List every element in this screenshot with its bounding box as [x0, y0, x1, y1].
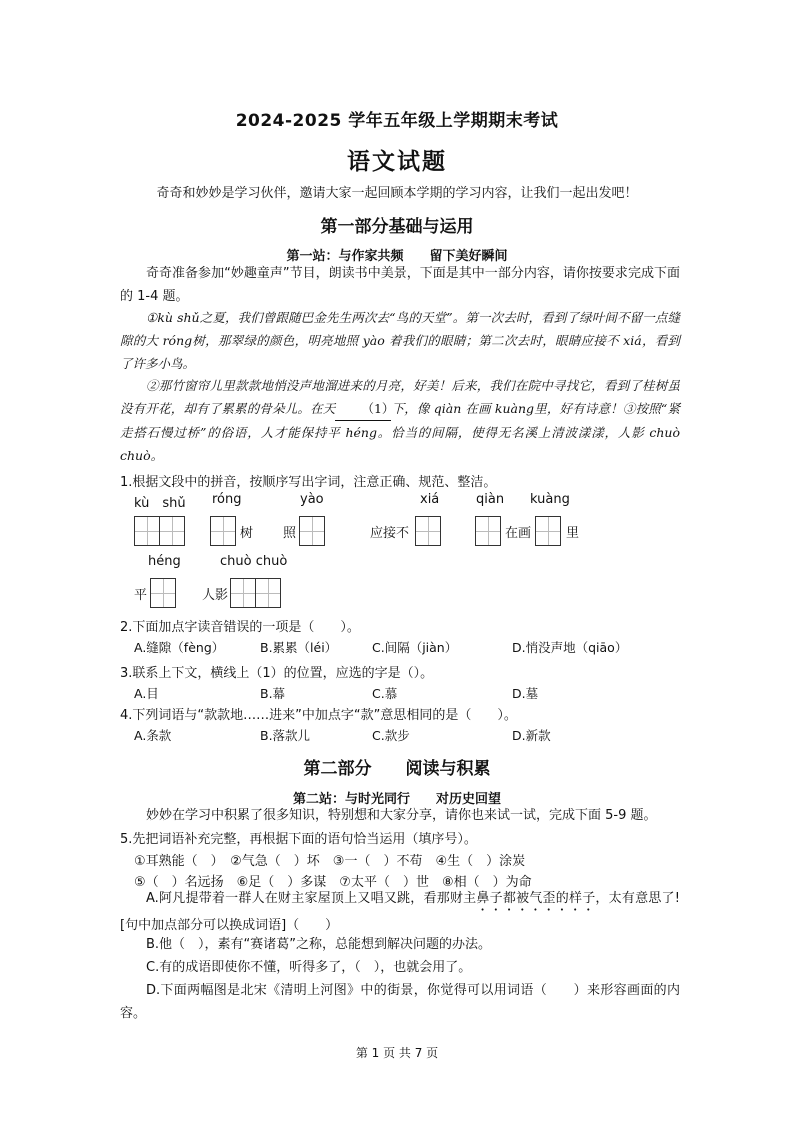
answer-box-xia[interactable]	[415, 516, 441, 546]
label-zaihua: 在画	[505, 526, 532, 541]
answer-box-kushu[interactable]	[134, 516, 185, 546]
q4-option-c[interactable]: C.款步	[372, 728, 410, 743]
answer-box-qian[interactable]	[475, 516, 501, 546]
label-li: 里	[566, 526, 580, 541]
q3-option-a[interactable]: A.目	[134, 686, 159, 701]
subject-title: 语文试题	[347, 148, 447, 175]
station1-title: 第一站：与作家共频 留下美好瞬间	[286, 249, 508, 264]
pinyin-xia: xiá	[420, 492, 440, 507]
pinyin-heng: héng	[148, 554, 181, 569]
page-footer: 第 1 页 共 7 页	[355, 1046, 439, 1060]
answer-box-heng[interactable]	[150, 578, 176, 608]
answer-box-kuang[interactable]	[535, 516, 561, 546]
idioms-row-2: ⑤（ ）名远扬 ⑥足（ ）多谋 ⑦太平（ ）世 ⑧相（ ）为命	[134, 875, 532, 890]
question-5: 5.先把词语补充完整，再根据下面的语句恰当运用（填序号）。	[120, 832, 477, 847]
q2-option-b[interactable]: B.累累（léi）	[260, 640, 338, 655]
intro-text: 奇奇和妙妙是学习伙伴，邀请大家一起回顾本学期的学习内容，让我们一起出发吧！	[156, 186, 638, 201]
pinyin-kushu: kù shǔ	[134, 496, 186, 511]
passage-1: ①kù shǔ之夏，我们曾跟随巴金先生两次去“鸟的天堂”。第一次去时，看到了绿叶间不留一点缝隙的大 róng树，那翠绿的颜色，明亮地照 yào 着我们的眼睛；第二次去时，眼睛应接不 xiá，看到了许多小鸟。	[120, 310, 680, 371]
q3-option-d[interactable]: D.墓	[512, 686, 539, 701]
label-yingjiebu: 应接不	[370, 526, 410, 541]
blank-1: （1）	[335, 397, 391, 421]
exam-title: 2024-2025 学年五年级上学期期末考试	[235, 111, 559, 131]
question-5c: C.有的成语即使你不懂，听得多了，（ ），也就会用了。	[146, 960, 472, 975]
q2-option-d[interactable]: D.悄没声地（qiāo）	[512, 640, 628, 655]
label-ping: 平	[134, 588, 148, 603]
label-renying: 人影	[202, 588, 229, 603]
pinyin-yao: yào	[300, 492, 324, 507]
label-zhao: 照	[283, 526, 297, 541]
q2-option-c[interactable]: C.间隔（jiàn）	[372, 640, 458, 655]
answer-box-yao[interactable]	[299, 516, 325, 546]
station2-title: 第二站：与时光同行 对历史回望	[292, 792, 501, 807]
part1-title: 第一部分基础与运用	[320, 217, 474, 237]
passage-2: ②那竹窗帘儿里款款地悄没声地溜进来的月亮，好美！后来，我们在院中寻找它，看到了桂树虽没有开花，却有了累累的骨朵儿。在天 （1）下，像 qiàn 在画 kuàng里，好有诗意！③按照“紧走搭石慢过桥”的俗语，人才能保持平 héng。恰当的间隔，使得无名溪上清波漾漾，人影 chuò chuò。	[120, 378, 680, 463]
q4-option-a[interactable]: A.条款	[134, 728, 172, 743]
question-4: 4.下列词语与“款款地……进来”中加点字“款”意思相同的是（ ）。	[120, 708, 517, 723]
q3-option-b[interactable]: B.幕	[260, 686, 286, 701]
q2-option-a[interactable]: A.缝隙（fèng）	[134, 640, 225, 655]
answer-box-rong[interactable]	[210, 516, 236, 546]
pinyin-kuang: kuàng	[530, 492, 570, 507]
label-shu: 树	[240, 526, 254, 541]
q4-option-b[interactable]: B.落款儿	[260, 728, 311, 743]
question-2: 2.下面加点字读音错误的一项是（ ）。	[120, 620, 360, 635]
idioms-row-1: ①耳熟能（ ） ②气急（ ）坏 ③一（ ）不苟 ④生（ ）涂炭	[134, 854, 526, 869]
answer-box-chuochuo[interactable]	[230, 578, 281, 608]
pinyin-rong: róng	[212, 492, 242, 507]
part1-lead: 奇奇准备参加“妙趣童声”节目，朗读书中美景，下面是其中一部分内容，请你按要求完成下面的 1-4 题。	[120, 266, 680, 304]
q4-option-d[interactable]: D.新款	[512, 728, 551, 743]
question-5d: D.下面两幅图是北宋《清明上河图》中的街景，你觉得可以用词语（ ）来形容画面的内容。	[120, 983, 680, 1021]
q3-option-c[interactable]: C.慕	[372, 686, 398, 701]
part2-lead: 妙妙在学习中积累了很多知识，特别想和大家分享，请你也来试一试，完成下面 5-9 题。	[146, 808, 657, 823]
question-3: 3.联系上下文，横线上（1）的位置，应选的字是（）。	[120, 666, 434, 681]
dotted-phrase: 鼻子都被气歪的样子	[476, 891, 596, 906]
question-5a: A.阿凡提带着一群人在财主家屋顶上又唱又跳，看那财主鼻子都被气歪的样子，太有意思了! [句中加点部分可以换成词语]（ ）	[120, 891, 680, 933]
question-5b: B.他（ ），素有“赛诸葛”之称，总能想到解决问题的办法。	[146, 937, 492, 952]
pinyin-qian: qiàn	[476, 492, 505, 507]
part2-title: 第二部分 阅读与积累	[303, 759, 491, 779]
question-1: 1.根据文段中的拼音，按顺序写出字词，注意正确、规范、整洁。	[120, 475, 497, 490]
pinyin-chuochuo: chuò chuò	[220, 554, 288, 569]
